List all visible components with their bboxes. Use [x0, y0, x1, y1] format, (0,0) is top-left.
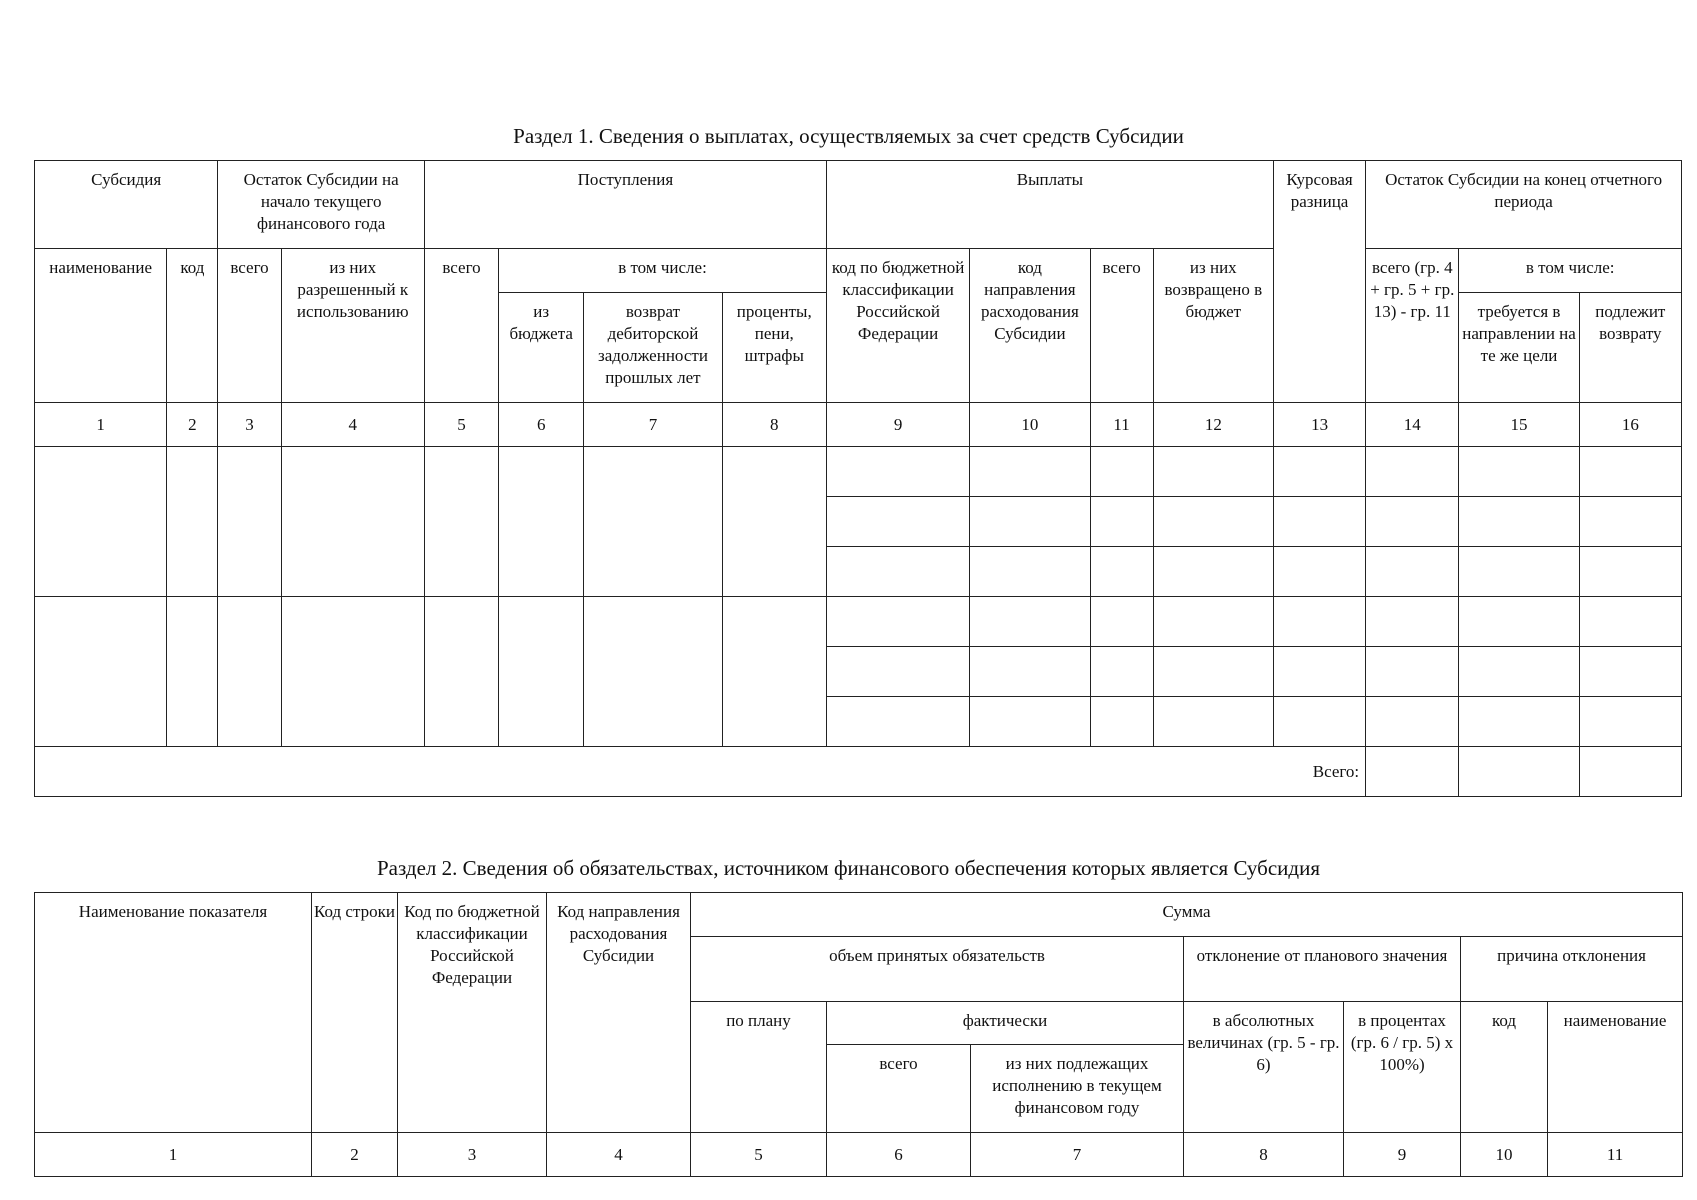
header-obligations-accepted: объем принятых обязательств — [691, 937, 1184, 1002]
column-number: 1 — [35, 1133, 312, 1177]
column-number: 11 — [1548, 1133, 1683, 1177]
data-cell[interactable] — [1153, 497, 1273, 547]
column-number: 9 — [1344, 1133, 1461, 1177]
section1-title: Раздел 1. Сведения о выплатах, осуществляемых за счет средств Субсидии — [513, 124, 1184, 148]
data-cell[interactable] — [167, 447, 218, 597]
data-cell[interactable] — [1579, 597, 1681, 647]
header-subsidy: Субсидия — [35, 161, 218, 249]
total-label: Всего: — [35, 747, 1366, 797]
data-cell[interactable] — [1090, 497, 1153, 547]
column-number: 6 — [499, 403, 584, 447]
section2-table — [34, 892, 1683, 1177]
header-returned-to-budget: из них возвращено в бюджет — [1153, 249, 1273, 403]
data-cell[interactable] — [1579, 447, 1681, 497]
column-number: 11 — [1090, 403, 1153, 447]
header-total-11: всего — [1090, 249, 1153, 403]
header-name: наименование — [35, 249, 167, 403]
data-cell[interactable] — [970, 497, 1090, 547]
data-cell[interactable] — [970, 597, 1090, 647]
data-cell[interactable] — [218, 447, 281, 597]
header-opening-balance: Остаток Субсидии на начало текущего финансового года — [218, 161, 425, 249]
column-number: 5 — [691, 1133, 827, 1177]
data-cell[interactable] — [1273, 647, 1365, 697]
total-cell[interactable] — [1579, 747, 1681, 797]
header-in-percent: в процентах (гр. 6 / гр. 5) x 100%) — [1344, 1002, 1461, 1133]
header-code: код — [167, 249, 218, 403]
data-cell[interactable] — [1459, 547, 1579, 597]
data-cell[interactable] — [970, 697, 1090, 747]
column-number: 13 — [1273, 403, 1365, 447]
column-number: 12 — [1153, 403, 1273, 447]
header-required-same-purposes: требуется в направлении на те же цели — [1459, 293, 1579, 403]
data-cell[interactable] — [1090, 547, 1153, 597]
column-number: 3 — [218, 403, 281, 447]
data-cell[interactable] — [1153, 697, 1273, 747]
data-cell[interactable] — [970, 447, 1090, 497]
data-cell[interactable] — [584, 447, 722, 597]
column-number: 4 — [281, 403, 424, 447]
data-cell[interactable] — [1153, 447, 1273, 497]
data-cell[interactable] — [1579, 697, 1681, 747]
data-cell[interactable] — [1090, 697, 1153, 747]
total-cell[interactable] — [1366, 747, 1459, 797]
column-number: 3 — [398, 1133, 547, 1177]
column-number: 2 — [312, 1133, 398, 1177]
data-cell[interactable] — [1459, 647, 1579, 697]
header-expenditure-direction-code: Код направления расходования Субсидии — [547, 893, 691, 1133]
column-number: 9 — [826, 403, 969, 447]
data-cell[interactable] — [722, 597, 826, 747]
data-cell[interactable] — [281, 597, 424, 747]
data-cell[interactable] — [584, 597, 722, 747]
data-cell[interactable] — [1153, 647, 1273, 697]
data-cell[interactable] — [499, 447, 584, 597]
data-cell[interactable] — [722, 447, 826, 597]
column-number: 5 — [424, 403, 498, 447]
data-cell[interactable] — [1273, 547, 1365, 597]
column-number: 1 — [35, 403, 167, 447]
data-cell[interactable] — [1366, 597, 1459, 647]
column-number: 10 — [1461, 1133, 1548, 1177]
header-exchange-difference: Курсовая разница — [1273, 161, 1365, 403]
data-cell[interactable] — [1273, 447, 1365, 497]
data-cell[interactable] — [1273, 597, 1365, 647]
data-cell[interactable] — [1090, 597, 1153, 647]
header-allowed-for-use: из них разрешенный к использованию — [281, 249, 424, 403]
header-actual: фактически — [827, 1002, 1184, 1045]
column-number: 15 — [1459, 403, 1579, 447]
header-reason-code: код — [1461, 1002, 1548, 1133]
header-payments: Выплаты — [826, 161, 1273, 249]
data-cell[interactable] — [826, 647, 969, 697]
data-cell[interactable] — [424, 447, 498, 597]
column-number: 8 — [1184, 1133, 1344, 1177]
data-cell[interactable] — [281, 447, 424, 597]
data-cell[interactable] — [1153, 597, 1273, 647]
data-cell[interactable] — [826, 697, 969, 747]
total-cell[interactable] — [1459, 747, 1579, 797]
header-deviation-reason: причина отклонения — [1461, 937, 1683, 1002]
header-indicator-name: Наименование показателя — [35, 893, 312, 1133]
data-cell[interactable] — [167, 597, 218, 747]
data-cell[interactable] — [499, 597, 584, 747]
data-cell[interactable] — [1153, 547, 1273, 597]
header-closing-balance: Остаток Субсидии на конец отчетного периода — [1366, 161, 1682, 249]
column-number: 16 — [1579, 403, 1681, 447]
data-cell[interactable] — [826, 547, 969, 597]
column-number: 2 — [167, 403, 218, 447]
section1-table — [34, 160, 1682, 797]
data-cell[interactable] — [1366, 647, 1459, 697]
header-receipts: Поступления — [424, 161, 826, 249]
data-cell[interactable] — [424, 597, 498, 747]
header-by-plan: по плану — [691, 1002, 827, 1133]
data-cell[interactable] — [35, 447, 167, 597]
header-actual-total: всего — [827, 1045, 971, 1133]
data-cell[interactable] — [826, 497, 969, 547]
header-receivables-return: возврат дебиторской задолженности прошлых лет — [584, 293, 722, 403]
data-cell[interactable] — [970, 647, 1090, 697]
column-number: 14 — [1366, 403, 1459, 447]
header-total-14: всего (гр. 4 + гр. 5 + гр. 13) - гр. 11 — [1366, 249, 1459, 403]
column-number: 10 — [970, 403, 1090, 447]
column-number: 7 — [584, 403, 722, 447]
data-cell[interactable] — [1273, 497, 1365, 547]
header-from-budget: из бюджета — [499, 293, 584, 403]
header-line-code: Код строки — [312, 893, 398, 1133]
header-including-receipts: в том числе: — [499, 249, 827, 293]
header-total-5: всего — [424, 249, 498, 403]
data-cell[interactable] — [1579, 547, 1681, 597]
data-cell[interactable] — [970, 547, 1090, 597]
data-cell[interactable] — [218, 597, 281, 747]
data-cell[interactable] — [826, 447, 969, 497]
column-number: 7 — [971, 1133, 1184, 1177]
header-budget-classification-code: код по бюджетной классификации Российской Федерации — [826, 249, 969, 403]
header-including-closing: в том числе: — [1459, 249, 1682, 293]
header-to-be-returned: подлежит возврату — [1579, 293, 1681, 403]
data-cell[interactable] — [1366, 497, 1459, 547]
data-cell[interactable] — [1459, 447, 1579, 497]
header-reason-name: наименование — [1548, 1002, 1683, 1133]
header-deviation-from-plan: отклонение от планового значения — [1184, 937, 1461, 1002]
data-cell[interactable] — [1273, 697, 1365, 747]
header-in-absolute: в абсолютных величинах (гр. 5 - гр. 6) — [1184, 1002, 1344, 1133]
data-cell[interactable] — [1579, 647, 1681, 697]
column-number: 8 — [722, 403, 826, 447]
data-cell[interactable] — [826, 597, 969, 647]
column-number: 4 — [547, 1133, 691, 1177]
header-amount: Сумма — [691, 893, 1683, 937]
data-cell[interactable] — [1366, 447, 1459, 497]
data-cell[interactable] — [1366, 547, 1459, 597]
header-expenditure-direction-code: код направления расходования Субсидии — [970, 249, 1090, 403]
data-cell[interactable] — [1366, 697, 1459, 747]
section2-title: Раздел 2. Сведения об обязательствах, источником финансового обеспечения которых является Субсидия — [377, 856, 1320, 880]
data-cell[interactable] — [1090, 647, 1153, 697]
data-cell[interactable] — [1459, 697, 1579, 747]
data-cell[interactable] — [1579, 497, 1681, 547]
data-cell[interactable] — [1459, 597, 1579, 647]
header-interest-fines: проценты, пени, штрафы — [722, 293, 826, 403]
column-number: 6 — [827, 1133, 971, 1177]
header-to-be-fulfilled: из них подлежащих исполнению в текущем финансовом году — [971, 1045, 1184, 1133]
data-cell[interactable] — [1090, 447, 1153, 497]
data-cell[interactable] — [1459, 497, 1579, 547]
header-budget-classification-code: Код по бюджетной классификации Российской Федерации — [398, 893, 547, 1133]
header-total-3: всего — [218, 249, 281, 403]
data-cell[interactable] — [35, 597, 167, 747]
